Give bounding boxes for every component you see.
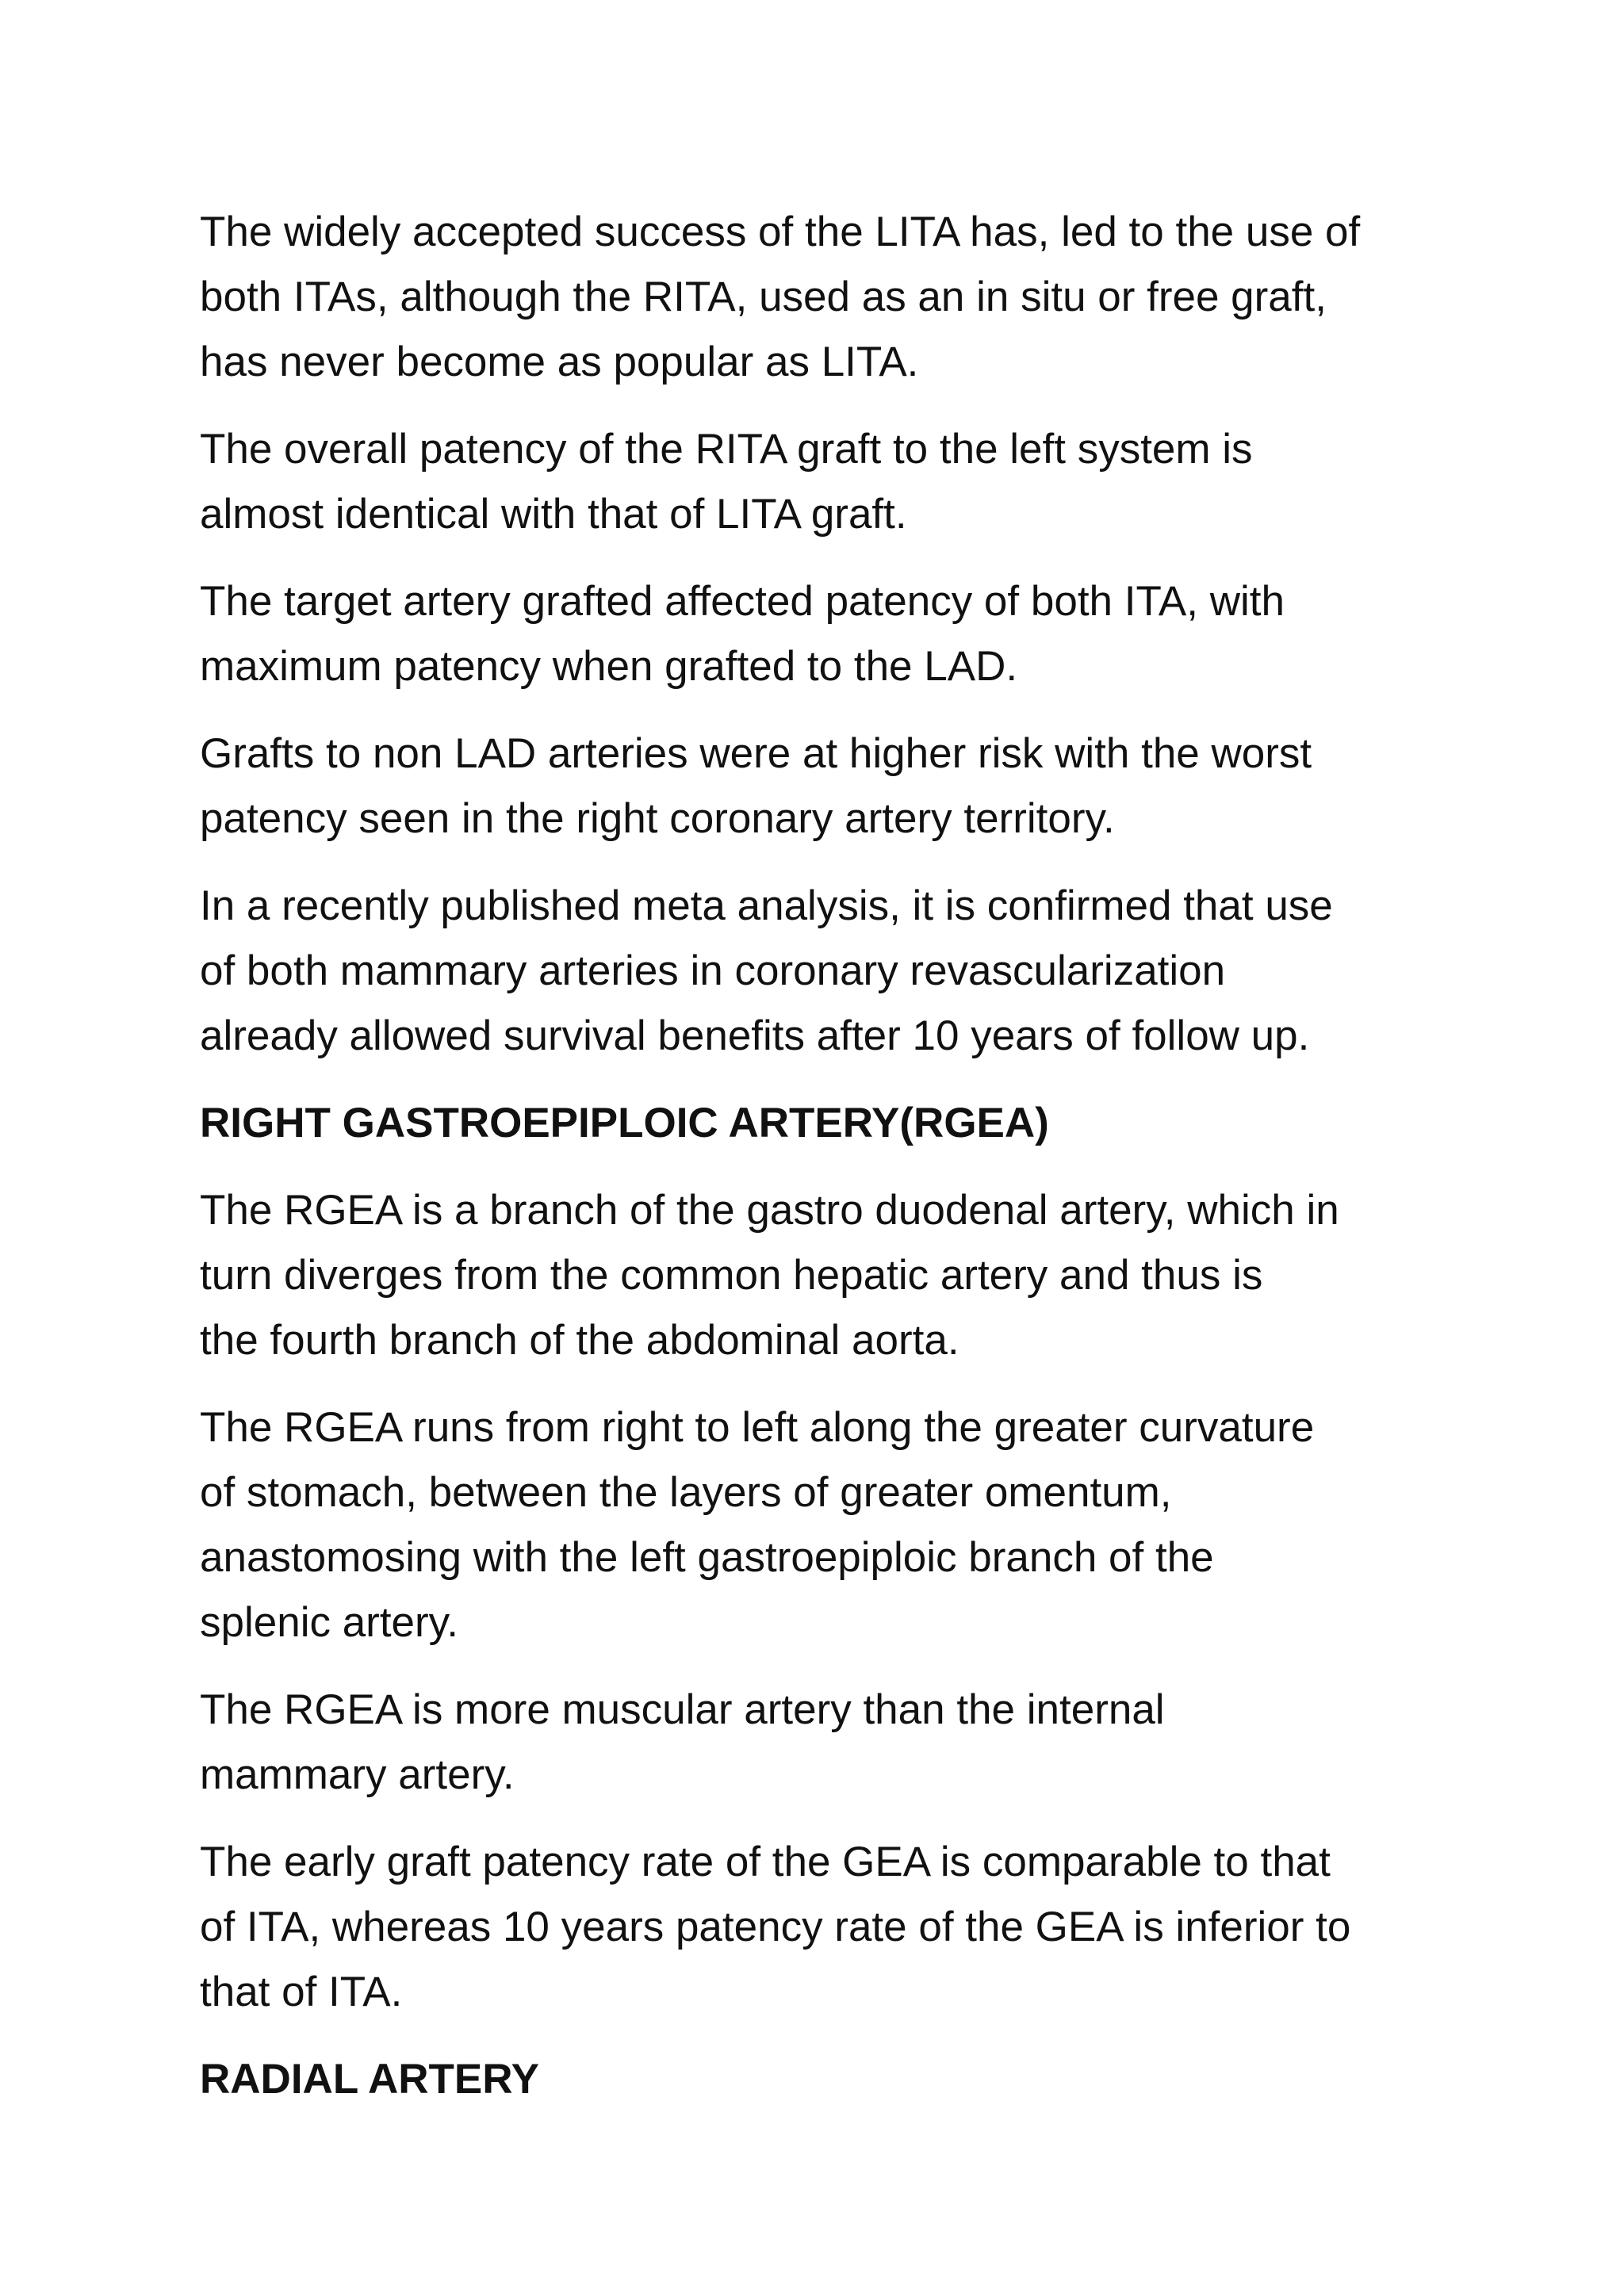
- section-heading-rgea: RIGHT GASTROEPIPLOIC ARTERY(RGEA): [200, 1100, 1049, 1146]
- text-line: In a recently published meta analysis, it is confirmed that use: [200, 882, 1333, 929]
- text-line: The early graft patency rate of the GEA is comparable to that: [200, 1839, 1331, 1885]
- text-line: patency seen in the right coronary artery territory.: [200, 795, 1115, 842]
- text-line: both ITAs, although the RITA, used as an in situ or free graft,: [200, 274, 1327, 320]
- text-line: already allowed survival benefits after 10 years of follow up.: [200, 1012, 1310, 1059]
- text-line: maximum patency when grafted to the LAD.: [200, 643, 1018, 690]
- text-line: The widely accepted success of the LITA has, led to the use of: [200, 209, 1361, 255]
- paragraph-ita-success: [200, 200, 1500, 395]
- document-page: [200, 200, 1500, 2134]
- text-line: mammary artery.: [200, 1751, 515, 1798]
- text-line: The RGEA is more muscular artery than the internal: [200, 1686, 1165, 1733]
- text-line: The target artery grafted affected patency of both ITA, with: [200, 578, 1285, 625]
- text-line: almost identical with that of LITA graft.: [200, 491, 907, 538]
- text-line: turn diverges from the common hepatic artery and thus is: [200, 1252, 1263, 1299]
- paragraph-rgea-origin: [200, 1178, 1500, 1373]
- section-heading-radial-artery: RADIAL ARTERY: [200, 2056, 539, 2103]
- text-line: of both mammary arteries in coronary revascularization: [200, 947, 1226, 994]
- text-line: that of ITA.: [200, 1969, 403, 2015]
- text-line: splenic artery.: [200, 1599, 458, 1646]
- paragraph-gea-patency: [200, 1830, 1500, 2025]
- text-line: the fourth branch of the abdominal aorta.: [200, 1317, 959, 1364]
- paragraph-rita-patency: [200, 417, 1500, 547]
- paragraph-rgea-muscular: [200, 1678, 1500, 1808]
- text-line: The RGEA is a branch of the gastro duodenal artery, which in: [200, 1187, 1339, 1234]
- text-line: The RGEA runs from right to left along the greater curvature: [200, 1404, 1315, 1451]
- paragraph-meta-analysis: [200, 874, 1500, 1069]
- text-line: has never become as popular as LITA.: [200, 339, 919, 385]
- text-line: The overall patency of the RITA graft to the left system is: [200, 426, 1253, 473]
- text-line: Grafts to non LAD arteries were at higher risk with the worst: [200, 730, 1312, 777]
- paragraph-non-lad: [200, 721, 1500, 851]
- paragraph-target-artery: [200, 569, 1500, 699]
- text-line: anastomosing with the left gastroepiploic branch of the: [200, 1534, 1214, 1581]
- paragraph-rgea-course: [200, 1395, 1500, 1655]
- text-line: of stomach, between the layers of greater omentum,: [200, 1469, 1172, 1516]
- text-line: of ITA, whereas 10 years patency rate of the GEA is inferior to: [200, 1904, 1351, 1950]
